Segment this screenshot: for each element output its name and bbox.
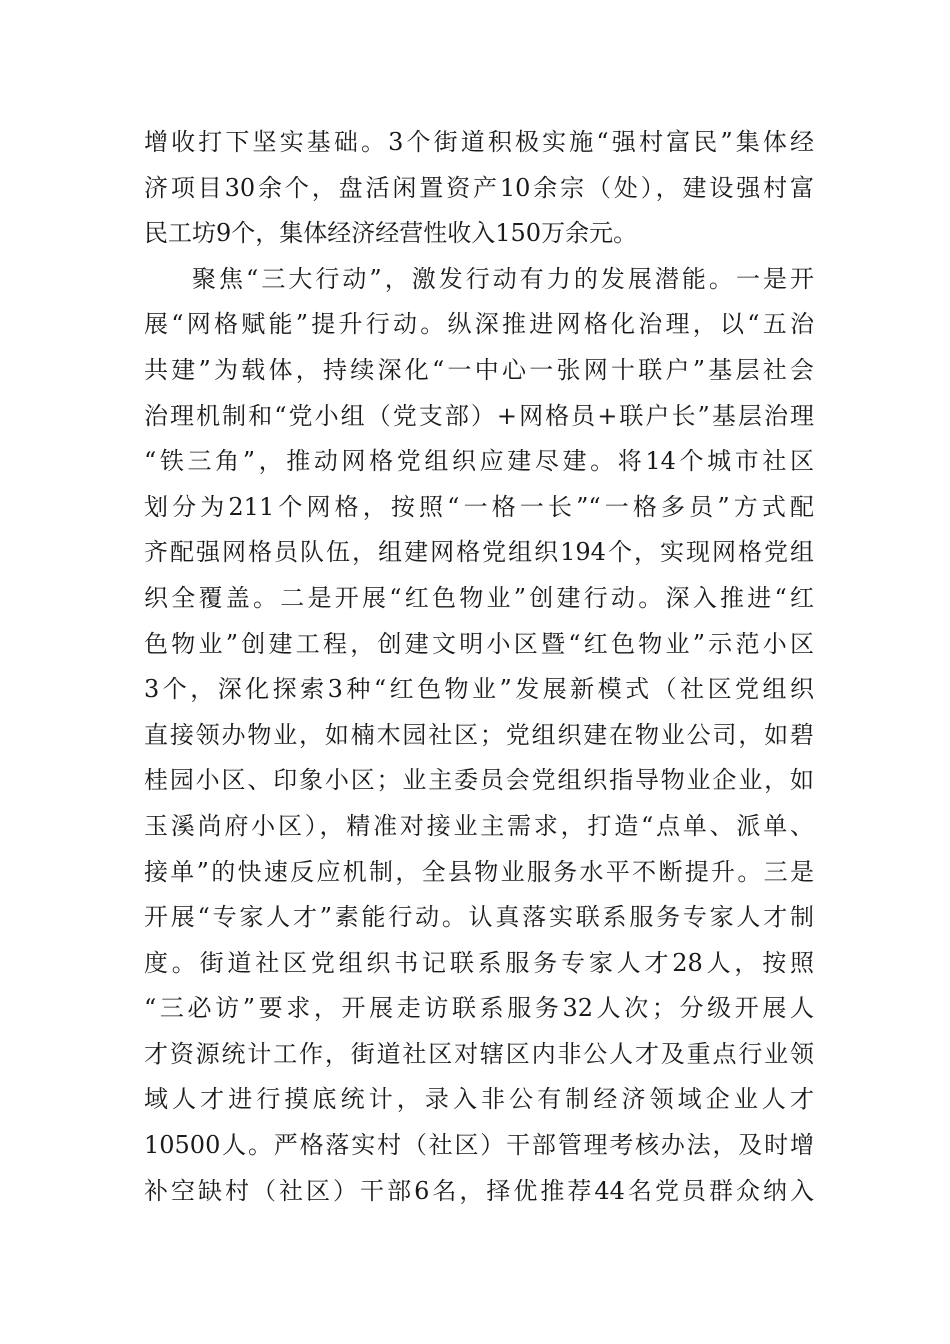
text-line: 齐配强网格员队伍，组建网格党组织194个，实现网格党组 [144, 538, 814, 567]
text-line: 才资源统计工作，街道社区对辖区内非公人才及重点行业领 [144, 1039, 814, 1068]
text-line: 直接领办物业，如楠木园社区；党组织建在物业公司，如碧 [144, 720, 814, 749]
text-line: 桂园小区、印象小区；业主委员会党组织指导物业企业，如 [144, 766, 814, 795]
text-line: 接单”的快速反应机制，全县物业服务水平不断提升。三是 [144, 857, 814, 886]
text-line: 织全覆盖。二是开展“红色物业”创建行动。深入推进“红 [144, 583, 814, 612]
text-line: 补空缺村（社区）干部6名，择优推荐44名党员群众纳入 [144, 1176, 814, 1205]
text-line: 展“网格赋能”提升行动。纵深推进网格化治理，以“五治 [144, 310, 814, 339]
text-line: 增收打下坚实基础。3个街道积极实施“强村富民”集体经 [144, 128, 814, 156]
text-line: 10500人。严格落实村（社区）干部管理考核办法，及时增 [144, 1131, 814, 1160]
text-line: 治理机制和“党小组（党支部）+网格员+联户长”基层治理 [144, 401, 814, 430]
text-line: 共建”为载体，持续深化“一中心一张网十联户”基层社会 [144, 355, 814, 384]
body-text [144, 120, 814, 1214]
text-line: “三必访”要求，开展走访联系服务32人次；分级开展人 [144, 994, 814, 1023]
text-line: 玉溪尚府小区），精准对接业主需求，打造“点单、派单、 [144, 811, 814, 840]
text-line: 民工坊9个，集体经济经营性收入150万余元。 [144, 219, 638, 248]
text-line: 色物业”创建工程，创建文明小区暨“红色物业”示范小区 [144, 629, 814, 658]
text-line: 域人才进行摸底统计，录入非公有制经济领域企业人才 [144, 1085, 814, 1114]
text-line: 度。街道社区党组织书记联系服务专家人才28人，按照 [144, 948, 814, 977]
text-line: 划分为211个网格，按照“一格一长”“一格多员”方式配 [144, 492, 814, 521]
text-line: 济项目30余个，盘活闲置资产10余宗（处），建设强村富 [144, 173, 814, 202]
text-line: “铁三角”，推动网格党组织应建尽建。将14个城市社区 [144, 447, 814, 476]
text-line: 3个，深化探索3种“红色物业”发展新模式（社区党组织 [144, 675, 814, 704]
paragraph-first-line: 聚焦“三大行动”，激发行动有力的发展潜能。一是开 [192, 264, 814, 293]
text-line: 开展“专家人才”素能行动。认真落实联系服务专家人才制 [144, 903, 814, 932]
